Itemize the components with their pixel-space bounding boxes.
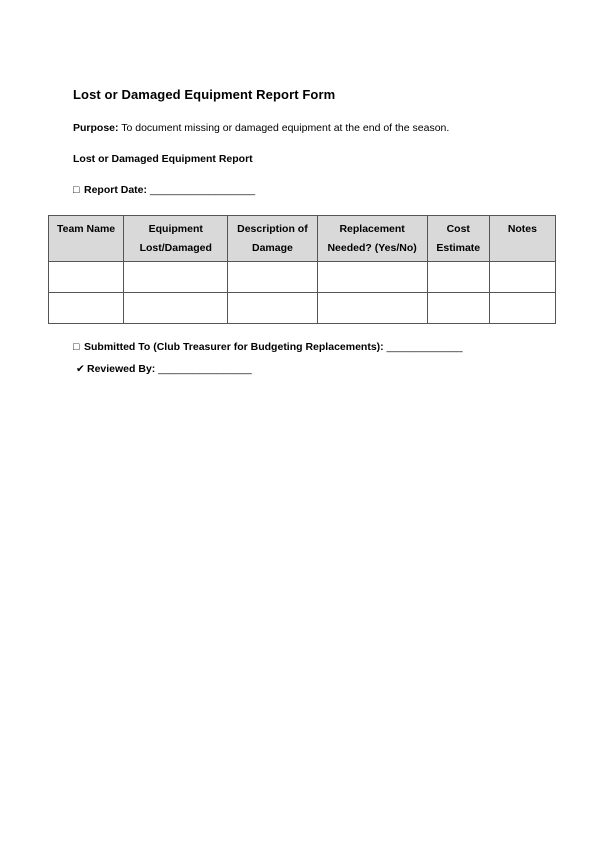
table-cell[interactable] — [228, 262, 317, 293]
table-cell[interactable] — [228, 293, 317, 324]
report-date-blank[interactable]: __________________ — [150, 184, 256, 196]
submitted-to-label: Submitted To (Club Treasurer for Budgeting Replacements): — [84, 341, 384, 353]
checkbox-icon: □ — [73, 184, 80, 196]
equipment-table — [48, 215, 556, 324]
section-heading: Lost or Damaged Equipment Report — [73, 153, 253, 165]
table-cell[interactable] — [317, 262, 427, 293]
header-team-name: Team Name — [49, 216, 124, 262]
table-cell[interactable] — [427, 262, 489, 293]
table-cell[interactable] — [124, 293, 228, 324]
table-header-row — [49, 216, 556, 262]
table-cell[interactable] — [49, 293, 124, 324]
table-cell[interactable] — [489, 293, 555, 324]
header-replacement: Replacement Needed? (Yes/No) — [317, 216, 427, 262]
submitted-to-blank[interactable]: _____________ — [386, 341, 463, 353]
table-row — [49, 293, 556, 324]
reviewed-by-blank[interactable]: ________________ — [158, 363, 252, 375]
header-cost: Cost Estimate — [427, 216, 489, 262]
purpose-text: To document missing or damaged equipment at the end of the season. — [121, 122, 450, 134]
purpose-line — [73, 122, 449, 134]
table-cell[interactable] — [427, 293, 489, 324]
checkmark-icon: ✔ — [76, 363, 85, 375]
checkbox-icon: □ — [73, 341, 80, 353]
table-row — [49, 262, 556, 293]
submitted-to-field — [73, 341, 463, 353]
header-description: Description of Damage — [228, 216, 317, 262]
report-date-field — [73, 184, 255, 196]
header-notes: Notes — [489, 216, 555, 262]
reviewed-by-label: Reviewed By: — [87, 363, 156, 375]
report-date-label: Report Date: — [84, 184, 148, 196]
table-cell[interactable] — [49, 262, 124, 293]
form-title: Lost or Damaged Equipment Report Form — [73, 87, 336, 102]
table-cell[interactable] — [317, 293, 427, 324]
header-equipment: Equipment Lost/Damaged — [124, 216, 228, 262]
purpose-label: Purpose: — [73, 122, 119, 134]
reviewed-by-field — [76, 363, 252, 375]
table-cell[interactable] — [124, 262, 228, 293]
table-cell[interactable] — [489, 262, 555, 293]
